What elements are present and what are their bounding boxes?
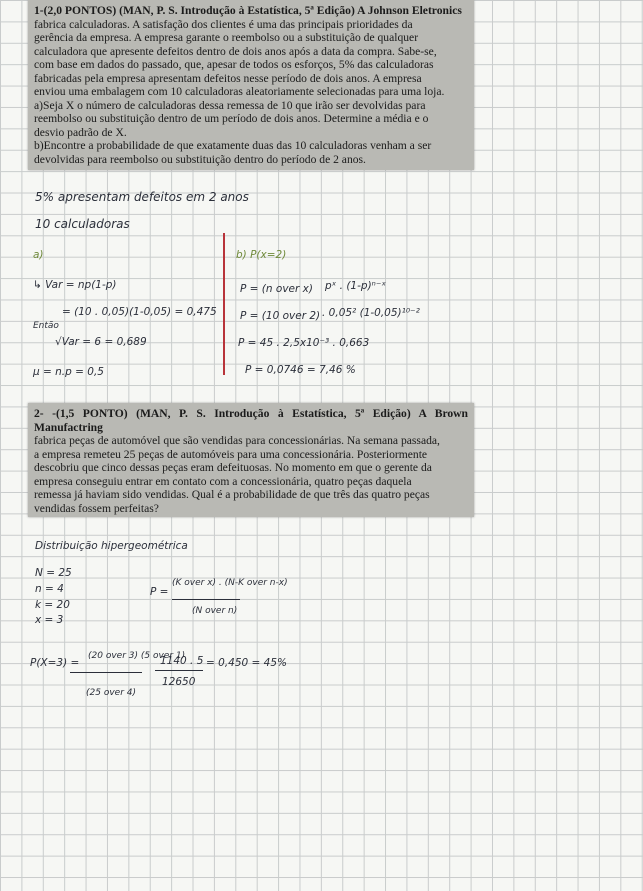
variance-formula: ↳ Var = np(1-p) xyxy=(33,279,117,291)
note-calculators: 10 calculadoras xyxy=(35,217,130,231)
question-1-photo xyxy=(28,0,474,170)
q1-line: b)Encontre a probabilidade de que exatamente duas das 10 calculadoras venham a ser xyxy=(34,139,432,152)
calc-mid-fraction-bar xyxy=(155,670,203,671)
hyper-formula-numerator: (K over x) . (N-K over n-x) xyxy=(172,578,288,588)
binomial-calc: P = 45 . 2,5x10⁻³ . 0,663 xyxy=(238,337,370,349)
mean-calc: μ = n.p = 0,5 xyxy=(33,366,104,378)
q1-line: reembolso ou substituição dentro de um período de dois anos. Determine a média e o xyxy=(34,112,429,125)
param-n: n = 4 xyxy=(35,583,64,595)
q1-line: enviou uma embalagem com 10 calculadoras aleatoriamente selecionadas para uma loja. xyxy=(34,85,445,98)
binomial-sub-right: . 0,05² (1-0,05)¹⁰⁻² xyxy=(322,307,420,319)
margin-divider xyxy=(223,233,225,375)
calc-mid-denominator: 12650 xyxy=(162,676,196,688)
calc-result: = 0,450 = 45% xyxy=(206,657,288,669)
binomial-result: P = 0,0746 = 7,46 % xyxy=(245,364,356,376)
q1-line: devolvidas para reembolso ou substituição dentro do período de 2 anos. xyxy=(34,152,366,166)
std-dev-calc: √Var = 6 = 0,689 xyxy=(55,336,147,348)
q1-line: desvio padrão de X. xyxy=(34,125,127,139)
part-a-label: a) xyxy=(33,249,44,261)
q1-line: calculadora que apresente defeitos dentro de dois anos após a data da compra. Sabe-se, xyxy=(34,44,437,58)
part-b-label: b) P(x=2) xyxy=(236,249,287,261)
hyper-formula-denominator: (N over n) xyxy=(192,606,238,616)
entao-label: Então xyxy=(33,321,59,331)
q2-line: vendidas fossem perfeitas? xyxy=(34,501,159,515)
calc-left: P(X=3) = xyxy=(30,657,80,669)
param-N: N = 25 xyxy=(35,567,72,579)
hyper-formula-p: P = xyxy=(150,586,169,598)
q1-line: gerência da empresa. A empresa garante o reembolso ou a substituição de qualquer xyxy=(34,31,419,44)
q2-line: empresa conseguiu entrar em contato com a concessionária, quatro peças daquela xyxy=(34,474,412,488)
q1-line: fabrica calculadoras. A satisfação dos clientes é uma das principais prioridades da xyxy=(34,17,413,31)
question-2-photo xyxy=(28,403,474,517)
hyper-formula-fraction-bar xyxy=(172,599,240,600)
q2-line: descobriu que cinco dessas peças eram defeituosas. No momento em que o gerente da xyxy=(34,461,432,474)
binomial-sub-left: P = (10 over 2) xyxy=(240,310,321,322)
param-k: k = 20 xyxy=(35,599,70,611)
binomial-formula-right: pˣ . (1-p)ⁿ⁻ˣ xyxy=(325,280,387,292)
q1-line: 1-(2,0 PONTOS) (MAN, P. S. Introdução à Estatística, 5ª Edição) A Johnson Eletronics xyxy=(34,4,462,17)
note-defects: 5% apresentam defeitos em 2 anos xyxy=(35,190,249,204)
q2-line: remessa já haviam sido vendidas. Qual é a probabilidade de que três das quatro peças xyxy=(34,488,430,501)
binomial-formula-left: P = (n over x) xyxy=(240,283,313,295)
variance-calc: = (10 . 0,05)(1-0,05) = 0,475 xyxy=(62,306,217,318)
q2-line: fabrica peças de automóvel que são vendidas para concessionárias. Na semana passada, xyxy=(34,434,440,447)
q2-line: 2- -(1,5 PONTO) (MAN, P. S. Introdução à Estatística, 5ª Edição) A Brown Manufactring xyxy=(34,407,468,434)
q2-line: a empresa remeteu 25 peças de automóveis para uma concessionária. Posteriormente xyxy=(34,447,428,461)
calc-mid-numerator: 1140 . 5 xyxy=(160,655,204,667)
q1-line: com base em dados do passado, que, apesar de todos os esforços, 5% das calculadoras xyxy=(34,58,434,71)
calc-denominator: (25 over 4) xyxy=(86,688,136,698)
q1-line: fabricadas pela empresa apresentam defeitos nesse período de dois anos. A empresa xyxy=(34,71,422,85)
param-x: x = 3 xyxy=(35,614,64,626)
calc-fraction-bar xyxy=(70,672,142,673)
calc-numerator: (20 over 3) (5 over 1) xyxy=(88,651,186,661)
q1-line: a)Seja X o número de calculadoras dessa remessa de 10 que irão ser devolvidas para xyxy=(34,98,426,112)
hypergeometric-title: Distribuição hipergeométrica xyxy=(35,540,188,552)
